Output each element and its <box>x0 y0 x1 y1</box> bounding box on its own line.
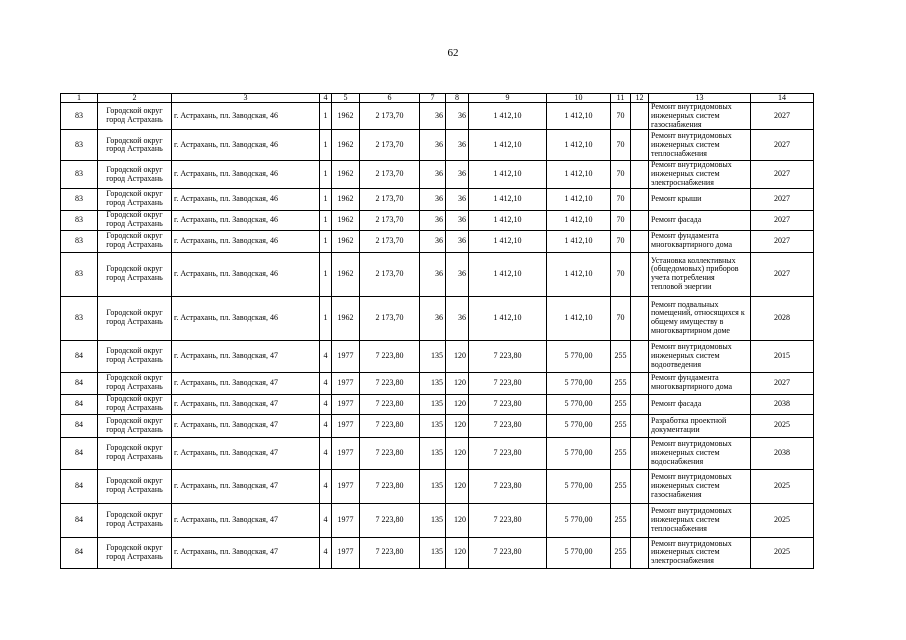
cell-municipality: Городской округ город Астрахань <box>98 340 172 372</box>
column-header: 5 <box>332 94 360 103</box>
cell-plan-year: 2027 <box>751 210 814 230</box>
cell-plan-year: 2015 <box>751 340 814 372</box>
cell-year: 1962 <box>332 210 360 230</box>
cell-col8: 36 <box>446 130 469 161</box>
cell-area-b: 1 412,10 <box>547 161 611 188</box>
cell-col8: 120 <box>446 340 469 372</box>
column-header: 2 <box>98 94 172 103</box>
cell-address: г. Астрахань, пл. Заводская, 46 <box>172 103 320 130</box>
cell-col11: 70 <box>611 252 631 296</box>
cell-year: 1977 <box>332 394 360 414</box>
cell-col12 <box>631 230 649 252</box>
cell-num: 83 <box>61 210 98 230</box>
cell-col7: 36 <box>420 230 446 252</box>
cell-col4: 4 <box>320 340 332 372</box>
cell-area-a: 1 412,10 <box>469 130 547 161</box>
cell-municipality: Городской округ город Астрахань <box>98 188 172 210</box>
cell-col11: 70 <box>611 161 631 188</box>
cell-col8: 120 <box>446 372 469 394</box>
cell-address: г. Астрахань, пл. Заводская, 46 <box>172 188 320 210</box>
cell-area-total: 7 223,80 <box>360 437 420 469</box>
table-row <box>61 230 814 252</box>
cell-municipality: Городской округ город Астрахань <box>98 296 172 340</box>
cell-num: 84 <box>61 469 98 503</box>
cell-work-type: Установка коллективных (общедомовых) приборов учета потребления тепловой энергии <box>649 252 751 296</box>
cell-col8: 36 <box>446 296 469 340</box>
table-row <box>61 469 814 503</box>
cell-year: 1977 <box>332 503 360 537</box>
cell-address: г. Астрахань, пл. Заводская, 46 <box>172 230 320 252</box>
cell-col7: 135 <box>420 503 446 537</box>
column-header: 6 <box>360 94 420 103</box>
cell-area-total: 2 173,70 <box>360 230 420 252</box>
cell-area-total: 7 223,80 <box>360 394 420 414</box>
cell-municipality: Городской округ город Астрахань <box>98 103 172 130</box>
cell-plan-year: 2027 <box>751 130 814 161</box>
cell-col7: 135 <box>420 414 446 437</box>
cell-col4: 1 <box>320 252 332 296</box>
cell-address: г. Астрахань, пл. Заводская, 46 <box>172 130 320 161</box>
cell-municipality: Городской округ город Астрахань <box>98 503 172 537</box>
cell-col7: 36 <box>420 130 446 161</box>
cell-num: 83 <box>61 296 98 340</box>
cell-area-a: 7 223,80 <box>469 394 547 414</box>
cell-col8: 120 <box>446 469 469 503</box>
table-body <box>61 103 814 569</box>
table-row <box>61 103 814 130</box>
cell-work-type: Ремонт подвальных помещений, относящихся к общему имуществу в многоквартирном доме <box>649 296 751 340</box>
cell-municipality: Городской округ город Астрахань <box>98 230 172 252</box>
cell-area-b: 1 412,10 <box>547 230 611 252</box>
column-header: 11 <box>611 94 631 103</box>
cell-plan-year: 2027 <box>751 372 814 394</box>
cell-municipality: Городской округ город Астрахань <box>98 161 172 188</box>
cell-num: 84 <box>61 372 98 394</box>
cell-municipality: Городской округ город Астрахань <box>98 437 172 469</box>
cell-plan-year: 2025 <box>751 537 814 568</box>
cell-col11: 70 <box>611 130 631 161</box>
cell-address: г. Астрахань, пл. Заводская, 47 <box>172 340 320 372</box>
cell-area-total: 7 223,80 <box>360 503 420 537</box>
cell-num: 84 <box>61 340 98 372</box>
cell-work-type: Ремонт фундамента многоквартирного дома <box>649 372 751 394</box>
cell-area-total: 7 223,80 <box>360 537 420 568</box>
cell-col12 <box>631 188 649 210</box>
cell-col12 <box>631 340 649 372</box>
table-row <box>61 210 814 230</box>
cell-col7: 36 <box>420 103 446 130</box>
cell-plan-year: 2038 <box>751 437 814 469</box>
cell-area-b: 5 770,00 <box>547 394 611 414</box>
cell-col11: 255 <box>611 414 631 437</box>
cell-plan-year: 2025 <box>751 503 814 537</box>
cell-col11: 70 <box>611 188 631 210</box>
cell-col4: 1 <box>320 103 332 130</box>
cell-area-total: 2 173,70 <box>360 103 420 130</box>
cell-col11: 70 <box>611 296 631 340</box>
cell-address: г. Астрахань, пл. Заводская, 47 <box>172 414 320 437</box>
cell-col7: 135 <box>420 437 446 469</box>
cell-col8: 36 <box>446 252 469 296</box>
cell-year: 1977 <box>332 437 360 469</box>
cell-col12 <box>631 130 649 161</box>
cell-area-total: 2 173,70 <box>360 161 420 188</box>
cell-year: 1962 <box>332 252 360 296</box>
cell-municipality: Городской округ город Астрахань <box>98 537 172 568</box>
cell-col4: 1 <box>320 230 332 252</box>
cell-year: 1962 <box>332 188 360 210</box>
cell-municipality: Городской округ город Астрахань <box>98 394 172 414</box>
cell-area-a: 1 412,10 <box>469 103 547 130</box>
cell-year: 1977 <box>332 372 360 394</box>
table-row <box>61 296 814 340</box>
cell-num: 83 <box>61 130 98 161</box>
cell-col11: 255 <box>611 469 631 503</box>
cell-work-type: Разработка проектной документации <box>649 414 751 437</box>
registry-table <box>60 93 814 569</box>
table-row <box>61 188 814 210</box>
cell-col4: 4 <box>320 537 332 568</box>
cell-area-total: 7 223,80 <box>360 340 420 372</box>
cell-area-total: 7 223,80 <box>360 414 420 437</box>
cell-area-total: 2 173,70 <box>360 296 420 340</box>
page-number: 62 <box>447 47 459 59</box>
table-row <box>61 394 814 414</box>
cell-work-type: Ремонт внутридомовых инженерных систем теплоснабжения <box>649 130 751 161</box>
cell-area-a: 7 223,80 <box>469 537 547 568</box>
cell-work-type: Ремонт фасада <box>649 210 751 230</box>
table-row <box>61 130 814 161</box>
cell-area-a: 1 412,10 <box>469 161 547 188</box>
cell-area-total: 2 173,70 <box>360 130 420 161</box>
cell-col11: 255 <box>611 437 631 469</box>
cell-area-a: 7 223,80 <box>469 469 547 503</box>
cell-area-a: 7 223,80 <box>469 340 547 372</box>
cell-col8: 120 <box>446 503 469 537</box>
cell-year: 1962 <box>332 230 360 252</box>
cell-area-b: 1 412,10 <box>547 103 611 130</box>
cell-col8: 36 <box>446 161 469 188</box>
column-header: 14 <box>751 94 814 103</box>
cell-area-b: 5 770,00 <box>547 503 611 537</box>
cell-work-type: Ремонт внутридомовых инженерных систем электроснабжения <box>649 537 751 568</box>
cell-num: 83 <box>61 188 98 210</box>
cell-area-b: 5 770,00 <box>547 537 611 568</box>
column-header: 10 <box>547 94 611 103</box>
cell-col7: 135 <box>420 469 446 503</box>
cell-col7: 36 <box>420 252 446 296</box>
cell-year: 1962 <box>332 296 360 340</box>
cell-address: г. Астрахань, пл. Заводская, 47 <box>172 394 320 414</box>
cell-area-b: 1 412,10 <box>547 210 611 230</box>
cell-work-type: Ремонт фасада <box>649 394 751 414</box>
cell-plan-year: 2028 <box>751 296 814 340</box>
cell-col7: 36 <box>420 296 446 340</box>
cell-municipality: Городской округ город Астрахань <box>98 372 172 394</box>
cell-municipality: Городской округ город Астрахань <box>98 210 172 230</box>
cell-col7: 135 <box>420 537 446 568</box>
cell-address: г. Астрахань, пл. Заводская, 46 <box>172 161 320 188</box>
cell-num: 84 <box>61 437 98 469</box>
cell-area-b: 5 770,00 <box>547 469 611 503</box>
cell-address: г. Астрахань, пл. Заводская, 47 <box>172 372 320 394</box>
cell-col11: 255 <box>611 340 631 372</box>
cell-municipality: Городской округ город Астрахань <box>98 130 172 161</box>
cell-area-b: 1 412,10 <box>547 130 611 161</box>
cell-area-b: 5 770,00 <box>547 340 611 372</box>
cell-col12 <box>631 394 649 414</box>
cell-col8: 36 <box>446 103 469 130</box>
table-row <box>61 340 814 372</box>
cell-col4: 4 <box>320 372 332 394</box>
cell-area-a: 1 412,10 <box>469 210 547 230</box>
cell-plan-year: 2027 <box>751 103 814 130</box>
column-header: 1 <box>61 94 98 103</box>
column-header: 3 <box>172 94 320 103</box>
cell-num: 83 <box>61 230 98 252</box>
cell-year: 1962 <box>332 130 360 161</box>
cell-work-type: Ремонт внутридомовых инженерных систем газоснабжения <box>649 103 751 130</box>
table-row <box>61 437 814 469</box>
cell-col7: 135 <box>420 340 446 372</box>
table-row <box>61 414 814 437</box>
cell-col11: 255 <box>611 537 631 568</box>
cell-area-total: 2 173,70 <box>360 252 420 296</box>
table-row <box>61 161 814 188</box>
cell-address: г. Астрахань, пл. Заводская, 46 <box>172 296 320 340</box>
cell-work-type: Ремонт внутридомовых инженерных систем теплоснабжения <box>649 503 751 537</box>
cell-area-total: 7 223,80 <box>360 372 420 394</box>
cell-municipality: Городской округ город Астрахань <box>98 469 172 503</box>
table-row <box>61 503 814 537</box>
cell-col12 <box>631 469 649 503</box>
cell-work-type: Ремонт внутридомовых инженерных систем водоснабжения <box>649 437 751 469</box>
cell-area-a: 1 412,10 <box>469 296 547 340</box>
cell-num: 84 <box>61 503 98 537</box>
cell-municipality: Городской округ город Астрахань <box>98 252 172 296</box>
cell-address: г. Астрахань, пл. Заводская, 46 <box>172 210 320 230</box>
cell-area-a: 7 223,80 <box>469 437 547 469</box>
cell-area-b: 5 770,00 <box>547 414 611 437</box>
cell-col11: 70 <box>611 210 631 230</box>
table-row <box>61 252 814 296</box>
cell-col11: 70 <box>611 230 631 252</box>
cell-address: г. Астрахань, пл. Заводская, 47 <box>172 503 320 537</box>
cell-year: 1977 <box>332 537 360 568</box>
cell-work-type: Ремонт фундамента многоквартирного дома <box>649 230 751 252</box>
header-row <box>61 94 814 103</box>
cell-col4: 4 <box>320 437 332 469</box>
cell-col7: 135 <box>420 372 446 394</box>
cell-plan-year: 2025 <box>751 414 814 437</box>
cell-plan-year: 2027 <box>751 161 814 188</box>
column-header: 12 <box>631 94 649 103</box>
cell-plan-year: 2038 <box>751 394 814 414</box>
cell-num: 84 <box>61 537 98 568</box>
cell-col4: 4 <box>320 394 332 414</box>
cell-work-type: Ремонт внутридомовых инженерных систем водоотведения <box>649 340 751 372</box>
cell-col12 <box>631 296 649 340</box>
cell-work-type: Ремонт внутридомовых инженерных систем газоснабжения <box>649 469 751 503</box>
cell-col8: 120 <box>446 537 469 568</box>
cell-year: 1977 <box>332 469 360 503</box>
cell-col11: 255 <box>611 394 631 414</box>
cell-num: 83 <box>61 252 98 296</box>
cell-area-a: 7 223,80 <box>469 414 547 437</box>
cell-col12 <box>631 372 649 394</box>
cell-area-b: 1 412,10 <box>547 252 611 296</box>
cell-col12 <box>631 103 649 130</box>
cell-col7: 36 <box>420 161 446 188</box>
cell-plan-year: 2025 <box>751 469 814 503</box>
cell-col4: 4 <box>320 503 332 537</box>
cell-col4: 1 <box>320 161 332 188</box>
cell-address: г. Астрахань, пл. Заводская, 47 <box>172 437 320 469</box>
cell-year: 1962 <box>332 161 360 188</box>
cell-area-b: 5 770,00 <box>547 372 611 394</box>
table-row <box>61 372 814 394</box>
cell-col8: 120 <box>446 414 469 437</box>
column-header: 7 <box>420 94 446 103</box>
cell-col11: 255 <box>611 372 631 394</box>
cell-area-b: 1 412,10 <box>547 296 611 340</box>
cell-col8: 36 <box>446 188 469 210</box>
cell-col12 <box>631 210 649 230</box>
cell-col11: 70 <box>611 103 631 130</box>
cell-col11: 255 <box>611 503 631 537</box>
cell-col12 <box>631 437 649 469</box>
cell-num: 84 <box>61 414 98 437</box>
cell-year: 1977 <box>332 414 360 437</box>
cell-year: 1962 <box>332 103 360 130</box>
cell-address: г. Астрахань, пл. Заводская, 46 <box>172 252 320 296</box>
cell-area-a: 7 223,80 <box>469 503 547 537</box>
cell-area-total: 7 223,80 <box>360 469 420 503</box>
cell-area-a: 1 412,10 <box>469 188 547 210</box>
cell-col8: 36 <box>446 210 469 230</box>
cell-area-a: 1 412,10 <box>469 252 547 296</box>
cell-col12 <box>631 537 649 568</box>
cell-col4: 1 <box>320 188 332 210</box>
cell-area-a: 7 223,80 <box>469 372 547 394</box>
cell-col4: 1 <box>320 296 332 340</box>
cell-col12 <box>631 414 649 437</box>
cell-col12 <box>631 252 649 296</box>
cell-area-total: 2 173,70 <box>360 188 420 210</box>
cell-num: 83 <box>61 103 98 130</box>
cell-col8: 120 <box>446 437 469 469</box>
cell-col7: 36 <box>420 210 446 230</box>
cell-area-b: 1 412,10 <box>547 188 611 210</box>
column-header: 9 <box>469 94 547 103</box>
cell-area-b: 5 770,00 <box>547 437 611 469</box>
cell-col4: 1 <box>320 130 332 161</box>
cell-address: г. Астрахань, пл. Заводская, 47 <box>172 469 320 503</box>
column-header: 13 <box>649 94 751 103</box>
cell-col4: 1 <box>320 210 332 230</box>
cell-work-type: Ремонт крыши <box>649 188 751 210</box>
column-header: 4 <box>320 94 332 103</box>
table-row <box>61 537 814 568</box>
cell-col8: 36 <box>446 230 469 252</box>
cell-address: г. Астрахань, пл. Заводская, 47 <box>172 537 320 568</box>
column-header: 8 <box>446 94 469 103</box>
cell-area-total: 2 173,70 <box>360 210 420 230</box>
cell-plan-year: 2027 <box>751 252 814 296</box>
cell-year: 1977 <box>332 340 360 372</box>
cell-area-a: 1 412,10 <box>469 230 547 252</box>
cell-num: 84 <box>61 394 98 414</box>
cell-plan-year: 2027 <box>751 188 814 210</box>
cell-col8: 120 <box>446 394 469 414</box>
cell-col7: 135 <box>420 394 446 414</box>
cell-work-type: Ремонт внутридомовых инженерных систем электроснабжения <box>649 161 751 188</box>
cell-num: 83 <box>61 161 98 188</box>
cell-col12 <box>631 161 649 188</box>
cell-col4: 4 <box>320 414 332 437</box>
cell-col7: 36 <box>420 188 446 210</box>
cell-col4: 4 <box>320 469 332 503</box>
cell-col12 <box>631 503 649 537</box>
cell-plan-year: 2027 <box>751 230 814 252</box>
cell-municipality: Городской округ город Астрахань <box>98 414 172 437</box>
